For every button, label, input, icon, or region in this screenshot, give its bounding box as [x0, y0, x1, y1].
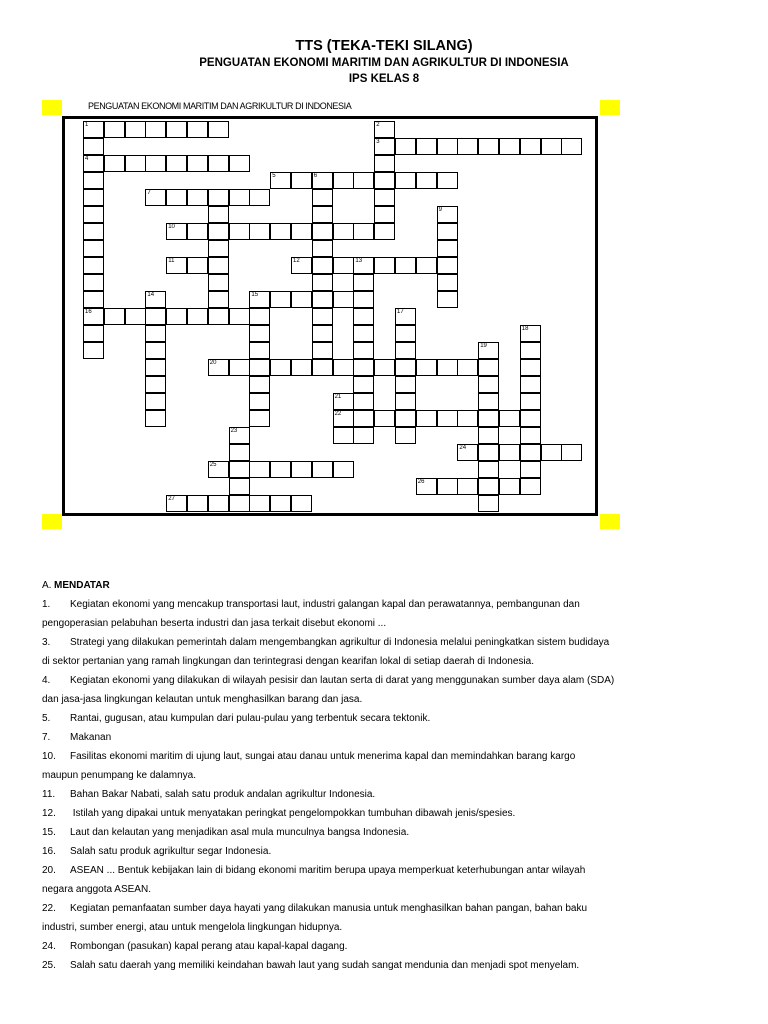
grid-cell — [416, 172, 437, 189]
grid-cell — [395, 325, 416, 342]
grid-cell — [374, 172, 395, 189]
grid-cell — [145, 121, 166, 138]
grid-cell — [208, 495, 229, 512]
grid-cell — [83, 308, 104, 325]
grid-cell — [291, 461, 312, 478]
grid-cell — [312, 274, 333, 291]
grid-cell — [478, 495, 499, 512]
clue-item-continuation: pengoperasian pelabuhan beserta industri dan jasa terkait disebut ekonomi ... — [42, 618, 387, 629]
grid-cell — [166, 121, 187, 138]
clue-item-text: Makanan — [70, 732, 112, 743]
grid-cell — [333, 393, 354, 410]
grid-cell — [249, 342, 270, 359]
grid-cell — [166, 257, 187, 274]
grid-cell — [208, 121, 229, 138]
clue-item — [42, 785, 732, 804]
grid-cell — [353, 342, 374, 359]
grid-cell — [457, 138, 478, 155]
grid-cell — [229, 427, 250, 444]
grid-cell — [353, 257, 374, 274]
grid-cell — [395, 172, 416, 189]
clue-item — [42, 671, 732, 690]
grid-cell — [83, 206, 104, 223]
grid-cell — [374, 138, 395, 155]
grid-cell — [353, 427, 374, 444]
grid-cell — [312, 240, 333, 257]
grid-cell — [249, 325, 270, 342]
grid-cell — [478, 461, 499, 478]
grid-cell — [416, 478, 437, 495]
clue-item — [42, 804, 732, 823]
clue-list — [42, 576, 732, 975]
grid-cell — [520, 478, 541, 495]
grid-cell — [561, 138, 582, 155]
grid-cell — [270, 223, 291, 240]
grid-cell — [374, 206, 395, 223]
clue-number: 27 — [168, 496, 175, 502]
grid-cell — [249, 308, 270, 325]
grid-cell — [208, 359, 229, 376]
clue-number: 10 — [168, 224, 175, 230]
grid-cell — [333, 291, 354, 308]
grid-cell — [520, 138, 541, 155]
grid-cell — [291, 257, 312, 274]
grid-cell — [499, 444, 520, 461]
clue-item-number: 4. — [42, 675, 51, 686]
grid-cell — [145, 359, 166, 376]
grid-cell — [437, 240, 458, 257]
clue-number: 24 — [459, 445, 467, 451]
grid-cell — [249, 393, 270, 410]
corner-marker — [600, 100, 620, 115]
grid-cell — [520, 427, 541, 444]
grid-cell — [166, 189, 187, 206]
grid-cell — [312, 325, 333, 342]
clue-item-text: Salah satu produk agrikultur segar Indonesia. — [70, 846, 272, 857]
grid-cell — [83, 189, 104, 206]
page-title: TTS (TEKA-TEKI SILANG) — [295, 38, 473, 54]
grid-cell — [249, 410, 270, 427]
clue-number: 12 — [293, 258, 300, 264]
grid-cell — [353, 291, 374, 308]
clue-number: 6 — [313, 173, 318, 179]
clue-item — [42, 595, 732, 614]
grid-cell — [478, 138, 499, 155]
grid-cell — [437, 410, 458, 427]
clue-item-text: Rantai, gugusan, atau kumpulan dari pulau-pulau yang terbentuk secara tektonik. — [70, 713, 431, 724]
clue-item — [42, 709, 732, 728]
grid-cell — [333, 410, 354, 427]
grid-cell — [520, 444, 541, 461]
grid-cell — [395, 393, 416, 410]
clue-number: 17 — [397, 309, 404, 315]
grid-cell — [478, 444, 499, 461]
grid-cell — [229, 495, 250, 512]
clue-number: 5 — [272, 173, 276, 179]
grid-cell — [395, 359, 416, 376]
clue-number: 9 — [438, 207, 442, 213]
grid-cell — [166, 495, 187, 512]
grid-cell — [374, 410, 395, 427]
grid-cell — [541, 138, 562, 155]
clue-item-number: 25. — [42, 960, 56, 971]
grid-cell — [499, 478, 520, 495]
clue-number: 7 — [147, 190, 151, 196]
clue-item-text: Bahan Bakar Nabati, salah satu produk andalan agrikultur Indonesia. — [70, 789, 376, 800]
grid-cell — [353, 376, 374, 393]
grid-cell — [291, 172, 312, 189]
grid-cell — [478, 342, 499, 359]
grid-cell — [83, 257, 104, 274]
clue-item-number: 1. — [42, 599, 51, 610]
grid-cell — [312, 308, 333, 325]
corner-marker — [42, 100, 62, 115]
grid-cell — [499, 410, 520, 427]
grid-cell — [312, 342, 333, 359]
clue-number: 23 — [230, 428, 238, 434]
grid-cell — [208, 223, 229, 240]
clue-item-text: Fasilitas ekonomi maritim di ujung laut, sungai atau danau untuk menerima kapal dan memindahkan barang kargo — [70, 751, 576, 762]
grid-cell — [249, 359, 270, 376]
clue-number: 19 — [480, 343, 487, 349]
grid-cell — [291, 495, 312, 512]
grid-cell — [229, 359, 250, 376]
clue-number: 21 — [334, 394, 342, 400]
grid-cell — [333, 257, 354, 274]
grid-cell — [353, 359, 374, 376]
grid-cell — [83, 172, 104, 189]
grid-cell — [520, 325, 541, 342]
grid-cell — [187, 121, 208, 138]
grid-cell — [83, 291, 104, 308]
clue-item-number: 3. — [42, 637, 51, 648]
grid-cell — [437, 206, 458, 223]
grid-cell — [125, 308, 146, 325]
grid-cell — [395, 308, 416, 325]
grid-cell — [104, 155, 125, 172]
grid-cell — [457, 410, 478, 427]
grid-cell — [291, 291, 312, 308]
clue-item — [42, 823, 732, 842]
clue-item-text: ASEAN ... Bentuk kebijakan lain di bidang ekonomi maritim berupa upaya memperkuat keterhubungan antar wilayah — [70, 865, 586, 876]
grid-cell — [333, 427, 354, 444]
grid-cell — [478, 376, 499, 393]
clue-item-number: 7. — [42, 732, 51, 743]
grid-cell — [312, 257, 333, 274]
clue-item-continuation: di sektor pertanian yang ramah lingkungan dan terintegrasi dengan kearifan lokal di setiap daerah di Indonesia. — [42, 656, 534, 667]
grid-cell — [416, 410, 437, 427]
grid-cell — [353, 325, 374, 342]
grid-cell — [145, 308, 166, 325]
grid-cell — [437, 478, 458, 495]
clue-number: 3 — [376, 139, 380, 145]
grid-cell — [187, 189, 208, 206]
grid-cell — [229, 189, 250, 206]
clue-number: 25 — [209, 462, 217, 468]
grid-cell — [478, 410, 499, 427]
grid-cell — [541, 444, 562, 461]
grid-cell — [83, 342, 104, 359]
clue-number: 18 — [521, 326, 529, 332]
grid-cell — [520, 376, 541, 393]
grid-cell — [416, 138, 437, 155]
clue-number: 16 — [85, 309, 92, 315]
grid-cell — [208, 155, 229, 172]
clue-item — [42, 728, 732, 747]
grid-cell — [249, 461, 270, 478]
grid-cell — [395, 376, 416, 393]
clue-number: 20 — [209, 360, 217, 366]
clue-item-number: 15. — [42, 827, 56, 838]
grid-cell — [374, 223, 395, 240]
clue-number: 15 — [251, 292, 259, 298]
clue-item-number: 11. — [42, 789, 56, 800]
grid-cell — [249, 189, 270, 206]
grid-cell — [395, 257, 416, 274]
section-heading: A. MENDATAR — [42, 580, 110, 591]
clue-item — [42, 956, 732, 975]
grid-cell — [291, 359, 312, 376]
grid-cell — [312, 189, 333, 206]
clue-number: 22 — [334, 411, 342, 417]
grid-cell — [312, 359, 333, 376]
grid-cell — [520, 342, 541, 359]
grid-cell — [145, 410, 166, 427]
grid-cell — [166, 308, 187, 325]
corner-marker — [42, 514, 62, 529]
grid-cell — [437, 172, 458, 189]
clue-item-number: 22. — [42, 903, 56, 914]
grid-cell — [125, 155, 146, 172]
grid-cell — [229, 155, 250, 172]
clue-item-continuation: dan jasa-jasa lingkungan kelautan untuk menghasilkan barang dan jasa. — [42, 694, 363, 705]
grid-cell — [208, 206, 229, 223]
grid-cell — [229, 223, 250, 240]
grid-cell — [478, 478, 499, 495]
clue-item — [42, 937, 732, 956]
grid-cell — [561, 444, 582, 461]
grid-cell — [374, 189, 395, 206]
grid-cell — [104, 121, 125, 138]
grid-cell — [395, 138, 416, 155]
grid-cell — [125, 121, 146, 138]
clue-item — [42, 747, 732, 766]
grid-cell — [333, 172, 354, 189]
grid-cell — [520, 393, 541, 410]
clue-item-text: Kegiatan ekonomi yang dilakukan di wilayah pesisir dan lautan serta di darat yang menggunakan sumber daya alam (SDA) — [70, 675, 615, 686]
grid-cell — [312, 461, 333, 478]
class-label: IPS KELAS 8 — [348, 73, 420, 85]
grid-cell — [270, 461, 291, 478]
clue-item-continuation: negara anggota ASEAN. — [42, 884, 151, 895]
grid-cell — [208, 308, 229, 325]
clue-number: 14 — [147, 292, 155, 298]
grid-cell — [374, 121, 395, 138]
grid-cell — [145, 291, 166, 308]
grid-cell — [333, 223, 354, 240]
grid-cell — [249, 376, 270, 393]
clue-item-text: Rombongan (pasukan) kapal perang atau kapal-kapal dagang. — [70, 941, 348, 952]
grid-cell — [83, 240, 104, 257]
clue-item-text: Laut dan kelautan yang menjadikan asal mula munculnya bangsa Indonesia. — [70, 827, 410, 838]
grid-cell — [229, 308, 250, 325]
grid-cell — [457, 478, 478, 495]
clue-item-number: 5. — [42, 713, 51, 724]
clue-item-text: Kegiatan pemanfaatan sumber daya hayati yang dilakukan manusia untuk menghasilkan bahan pangan, bahan baku — [70, 903, 588, 914]
grid-cell — [104, 308, 125, 325]
grid-cell — [353, 274, 374, 291]
grid-cell — [395, 427, 416, 444]
clue-item-number: 12. — [42, 808, 56, 819]
grid-cell — [437, 257, 458, 274]
grid-cell — [416, 257, 437, 274]
grid-cell — [333, 461, 354, 478]
grid-cell — [145, 155, 166, 172]
grid-cell — [437, 291, 458, 308]
clue-number: 11 — [168, 258, 175, 264]
grid-cell — [83, 121, 104, 138]
grid-cell — [395, 410, 416, 427]
grid-cell — [270, 359, 291, 376]
puzzle-caption: PENGUATAN EKONOMI MARITIM DAN AGRIKULTUR DI INDONESIA — [88, 101, 352, 111]
grid-cell — [145, 189, 166, 206]
grid-cell — [187, 155, 208, 172]
grid-cell — [333, 359, 354, 376]
clue-item-text: Salah satu daerah yang memiliki keindahan bawah laut yang sudah sangat mendunia dan menjadi spot menyelam. — [70, 960, 580, 971]
clue-number: 4 — [85, 156, 89, 162]
grid-cell — [145, 376, 166, 393]
grid-cell — [478, 359, 499, 376]
grid-cell — [208, 240, 229, 257]
grid-cell — [208, 291, 229, 308]
grid-cell — [353, 308, 374, 325]
clue-item — [42, 842, 732, 861]
grid-cell — [83, 325, 104, 342]
clue-item — [42, 899, 732, 918]
clue-item-number: 10. — [42, 751, 56, 762]
clue-number: 13 — [355, 258, 363, 264]
clue-item-number: 16. — [42, 846, 56, 857]
grid-cell — [208, 461, 229, 478]
clue-item — [42, 861, 732, 880]
grid-cell — [270, 291, 291, 308]
clue-item-text: Strategi yang dilakukan pemerintah dalam mengembangkan agrikultur di Indonesia melalui peningkatkan sistem budidaya — [70, 637, 610, 648]
page-subtitle: PENGUATAN EKONOMI MARITIM DAN AGRIKULTUR DI INDONESIA — [199, 57, 569, 69]
grid-cell — [187, 257, 208, 274]
grid-cell — [291, 223, 312, 240]
grid-cell — [374, 155, 395, 172]
grid-cell — [457, 444, 478, 461]
grid-cell — [353, 223, 374, 240]
grid-cell — [499, 138, 520, 155]
grid-cell — [312, 223, 333, 240]
grid-cell — [437, 274, 458, 291]
grid-cell — [249, 291, 270, 308]
grid-cell — [187, 308, 208, 325]
grid-cell — [395, 342, 416, 359]
clue-item-continuation: maupun penumpang ke dalamnya. — [42, 770, 196, 781]
clue-number: 26 — [417, 479, 425, 485]
clue-number: 2 — [376, 122, 380, 128]
grid-cell — [353, 393, 374, 410]
grid-cell — [416, 359, 437, 376]
grid-cell — [374, 257, 395, 274]
clue-number: 1 — [85, 122, 89, 128]
grid-cell — [249, 223, 270, 240]
grid-cell — [208, 274, 229, 291]
grid-cell — [520, 359, 541, 376]
grid-cell — [145, 393, 166, 410]
clue-item-text: Kegiatan ekonomi yang mencakup transportasi laut, industri galangan kapal dan perawatannya, pembangunan dan — [70, 599, 580, 610]
grid-cell — [437, 223, 458, 240]
grid-cell — [478, 427, 499, 444]
grid-cell — [187, 223, 208, 240]
clue-item — [42, 633, 732, 652]
grid-cell — [374, 359, 395, 376]
grid-cell — [83, 223, 104, 240]
clue-item-continuation: industri, sumber energi, atau untuk mengelola lingkungan hidupnya. — [42, 922, 343, 933]
grid-cell — [312, 291, 333, 308]
grid-cell — [520, 410, 541, 427]
grid-cell — [187, 495, 208, 512]
grid-cell — [249, 495, 270, 512]
grid-cell — [353, 172, 374, 189]
grid-cell — [229, 478, 250, 495]
grid-cell — [437, 138, 458, 155]
grid-cell — [166, 155, 187, 172]
grid-cell — [520, 461, 541, 478]
grid-cell — [270, 172, 291, 189]
grid-cell — [208, 257, 229, 274]
grid-cell — [437, 359, 458, 376]
grid-cell — [229, 461, 250, 478]
grid-cell — [353, 410, 374, 427]
grid-cell — [478, 393, 499, 410]
grid-cell — [145, 342, 166, 359]
grid-cell — [312, 172, 333, 189]
grid-cell — [312, 206, 333, 223]
corner-marker — [600, 514, 620, 529]
clue-item-text: Istilah yang dipakai untuk menyatakan peringkat pengelompokkan tumbuhan dibawah jenis/spesies. — [70, 808, 516, 819]
grid-cell — [83, 274, 104, 291]
grid-cell — [166, 223, 187, 240]
grid-cell — [270, 495, 291, 512]
grid-cell — [145, 325, 166, 342]
grid-cell — [208, 189, 229, 206]
grid-cell — [83, 155, 104, 172]
clue-item-number: 20. — [42, 865, 56, 876]
grid-cell — [83, 138, 104, 155]
grid-cell — [229, 444, 250, 461]
grid-cell — [457, 359, 478, 376]
clue-item-number: 24. — [42, 941, 56, 952]
